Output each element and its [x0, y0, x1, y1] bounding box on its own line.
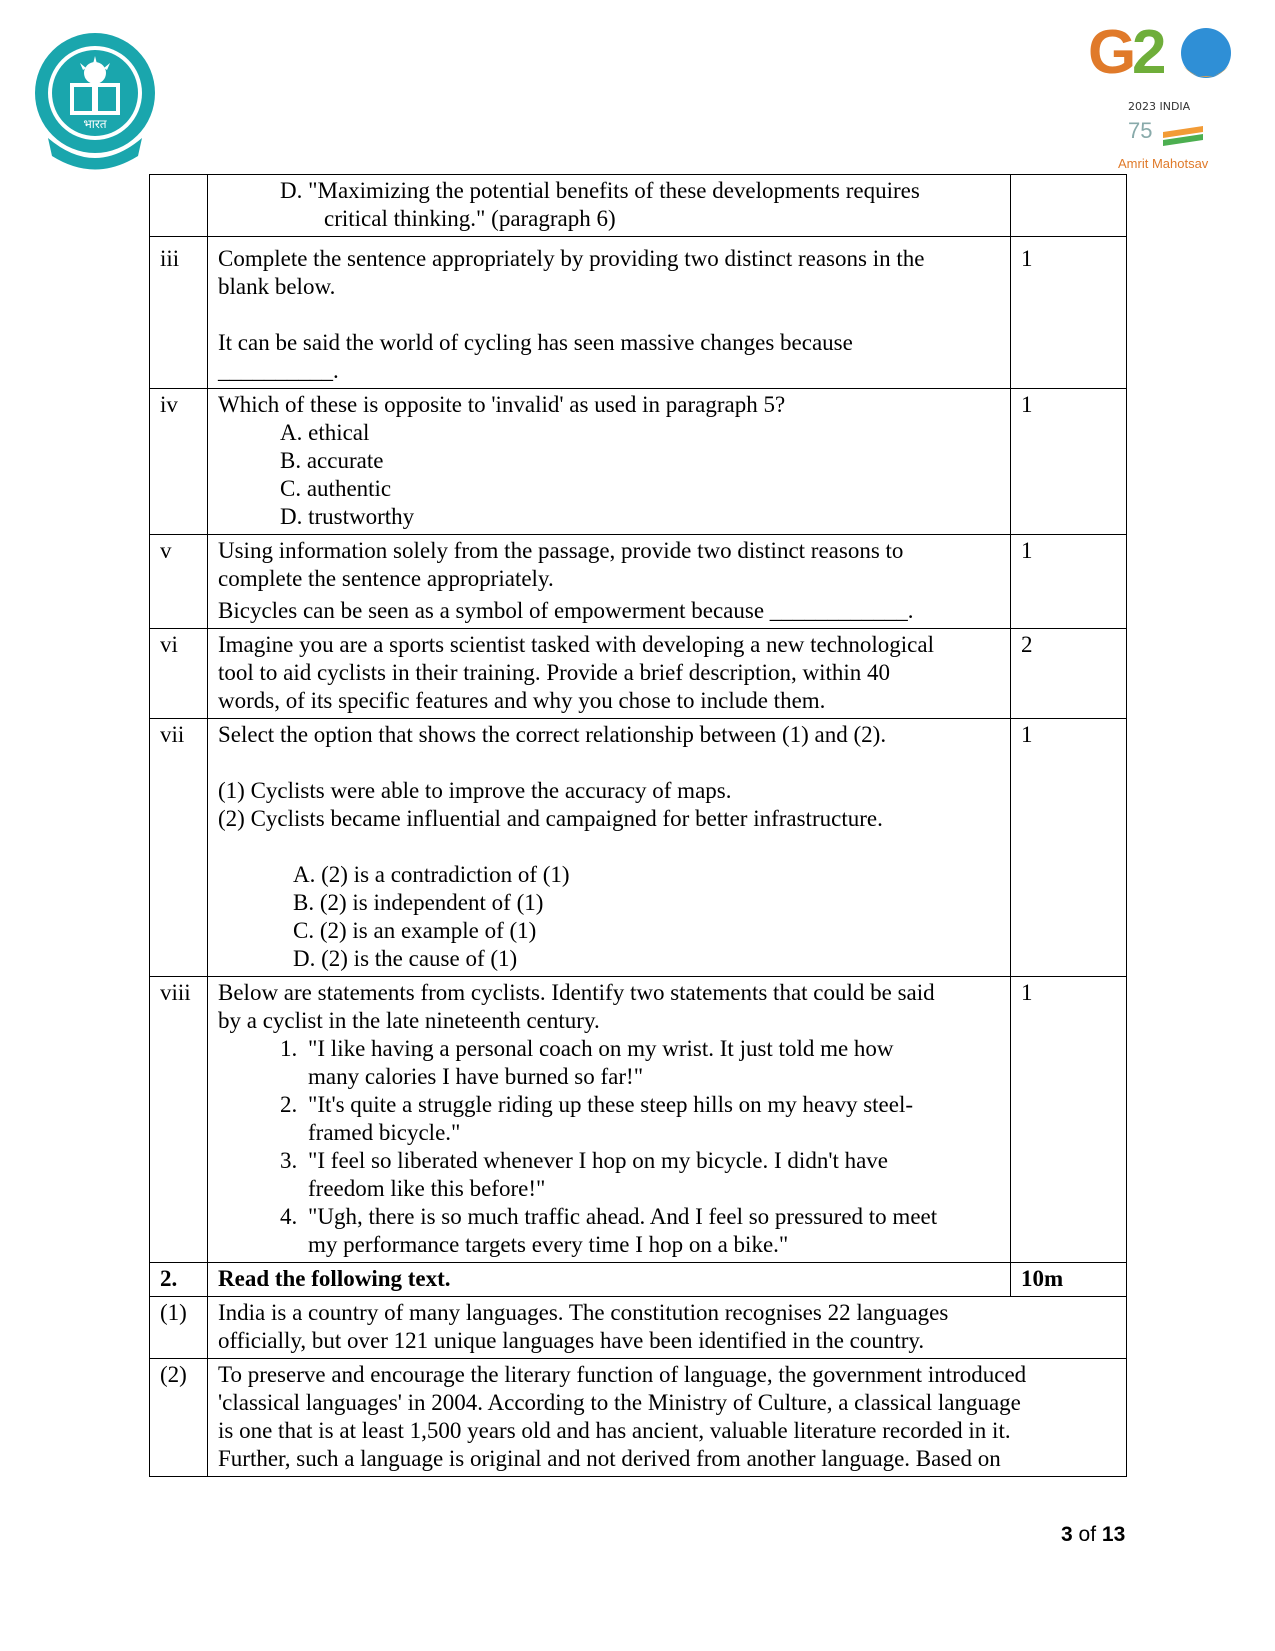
paragraph-text: India is a country of many languages. The constitution recognises 22 languages — [218, 1300, 949, 1325]
question-cell — [208, 389, 1011, 535]
option-d-line: D. "Maximizing the potential benefits of these developments requires — [280, 178, 920, 203]
statement-1: (1) Cyclists were able to improve the accuracy of maps. — [218, 778, 732, 803]
marks-cell: 1 — [1011, 719, 1127, 977]
table-row — [150, 1297, 1127, 1359]
table-row — [150, 1359, 1127, 1477]
question-text: Complete the sentence appropriately by providing two distinct reasons in the — [218, 246, 925, 271]
option-a: A. ethical — [280, 420, 370, 445]
question-text: words, of its specific features and why you chose to include them. — [218, 688, 826, 713]
row-number: viii — [150, 977, 208, 1263]
svg-text:Amrit Mahotsav: Amrit Mahotsav — [1118, 156, 1209, 171]
question-table — [149, 174, 1127, 1477]
paragraph-text: is one that is at least 1,500 years old and has ancient, valuable literature recorded in it. — [218, 1418, 1011, 1443]
option-c: C. (2) is an example of (1) — [293, 918, 537, 943]
question-text: It can be said the world of cycling has seen massive changes because — [218, 330, 853, 355]
question-cell — [208, 175, 1011, 237]
paragraph-cell — [208, 1359, 1127, 1477]
paragraph-text: Further, such a language is original and not derived from another language. Based on — [218, 1446, 1001, 1471]
list-item-continuation: my performance targets every time I hop on a bike." — [308, 1232, 789, 1257]
option-b: B. accurate — [280, 448, 384, 473]
svg-text:भारत: भारत — [83, 117, 107, 131]
question-text: Using information solely from the passage, provide two distinct reasons to — [218, 538, 904, 563]
svg-text:G: G — [1088, 18, 1137, 87]
list-item-continuation: many calories I have burned so far!" — [308, 1064, 644, 1089]
row-number: vii — [150, 719, 208, 977]
question-text: Imagine you are a sports scientist tasked with developing a new technological — [218, 632, 934, 657]
svg-text:75: 75 — [1128, 118, 1153, 143]
row-number: vi — [150, 629, 208, 719]
table-row — [150, 237, 1127, 389]
question-cell — [208, 535, 1011, 629]
option-d: D. trustworthy — [280, 504, 415, 529]
table-row — [150, 719, 1127, 977]
question-text: Which of these is opposite to 'invalid' as used in paragraph 5? — [218, 392, 786, 417]
option-b: B. (2) is independent of (1) — [293, 890, 544, 915]
table-row — [150, 175, 1127, 237]
row-number: v — [150, 535, 208, 629]
row-number: iii — [150, 237, 208, 389]
option-c: C. authentic — [280, 476, 392, 501]
cbse-seal-icon — [30, 28, 160, 178]
list-item-continuation: framed bicycle." — [308, 1120, 461, 1145]
paragraph-cell — [208, 1297, 1127, 1359]
page-number: 3 of 13 — [1061, 1523, 1126, 1546]
paragraph-text: officially, but over 121 unique languages have been identified in the country. — [218, 1328, 925, 1353]
marks-cell: 1 — [1011, 389, 1127, 535]
table-row — [150, 535, 1127, 629]
row-number — [150, 175, 208, 237]
section-number: 2. — [150, 1263, 208, 1297]
answer-blank: __________. — [218, 358, 339, 383]
g20-logo-icon — [1088, 18, 1253, 178]
table-row — [150, 629, 1127, 719]
svg-text:2: 2 — [1132, 18, 1167, 87]
question-text: Below are statements from cyclists. Identify two statements that could be said — [218, 980, 935, 1005]
list-item-continuation: freedom like this before!" — [308, 1176, 546, 1201]
row-number: iv — [150, 389, 208, 535]
marks-cell: 1 — [1011, 535, 1127, 629]
svg-text:2023 INDIA: 2023 INDIA — [1128, 100, 1191, 113]
paragraph-number: (1) — [150, 1297, 208, 1359]
table-row — [150, 977, 1127, 1263]
option-d-continuation: critical thinking." (paragraph 6) — [324, 206, 616, 231]
marks-cell: 1 — [1011, 977, 1127, 1263]
question-text: Bicycles can be seen as a symbol of empowerment because ____________. — [218, 598, 914, 623]
marks-cell — [1011, 175, 1127, 237]
marks-cell: 1 — [1011, 237, 1127, 389]
paragraph-number: (2) — [150, 1359, 208, 1477]
table-row — [150, 389, 1127, 535]
marks-cell: 2 — [1011, 629, 1127, 719]
question-cell — [208, 719, 1011, 977]
section-marks: 10m — [1011, 1263, 1127, 1297]
question-text: Select the option that shows the correct relationship between (1) and (2). — [218, 722, 887, 747]
list-item: 4. "Ugh, there is so much traffic ahead. And I feel so pressured to meet — [280, 1204, 938, 1229]
question-text: complete the sentence appropriately. — [218, 566, 554, 591]
paragraph-text: 'classical languages' in 2004. According to the Ministry of Culture, a classical language — [218, 1390, 1021, 1415]
question-cell — [208, 977, 1011, 1263]
statement-2: (2) Cyclists became influential and campaigned for better infrastructure. — [218, 806, 883, 831]
question-cell — [208, 237, 1011, 389]
question-cell — [208, 629, 1011, 719]
table-row — [150, 1263, 1127, 1297]
question-text: tool to aid cyclists in their training. Provide a brief description, within 40 — [218, 660, 890, 685]
question-text: blank below. — [218, 274, 336, 299]
list-item: 2. "It's quite a struggle riding up these steep hills on my heavy steel- — [280, 1092, 914, 1117]
section-heading: Read the following text. — [208, 1263, 1011, 1297]
list-item: 1. "I like having a personal coach on my wrist. It just told me how — [280, 1036, 894, 1061]
option-d: D. (2) is the cause of (1) — [293, 946, 518, 971]
question-text: by a cyclist in the late nineteenth century. — [218, 1008, 600, 1033]
list-item: 3. "I feel so liberated whenever I hop on my bicycle. I didn't have — [280, 1148, 889, 1173]
option-a: A. (2) is a contradiction of (1) — [293, 862, 570, 887]
paragraph-text: To preserve and encourage the literary function of language, the government introduced — [218, 1362, 1027, 1387]
